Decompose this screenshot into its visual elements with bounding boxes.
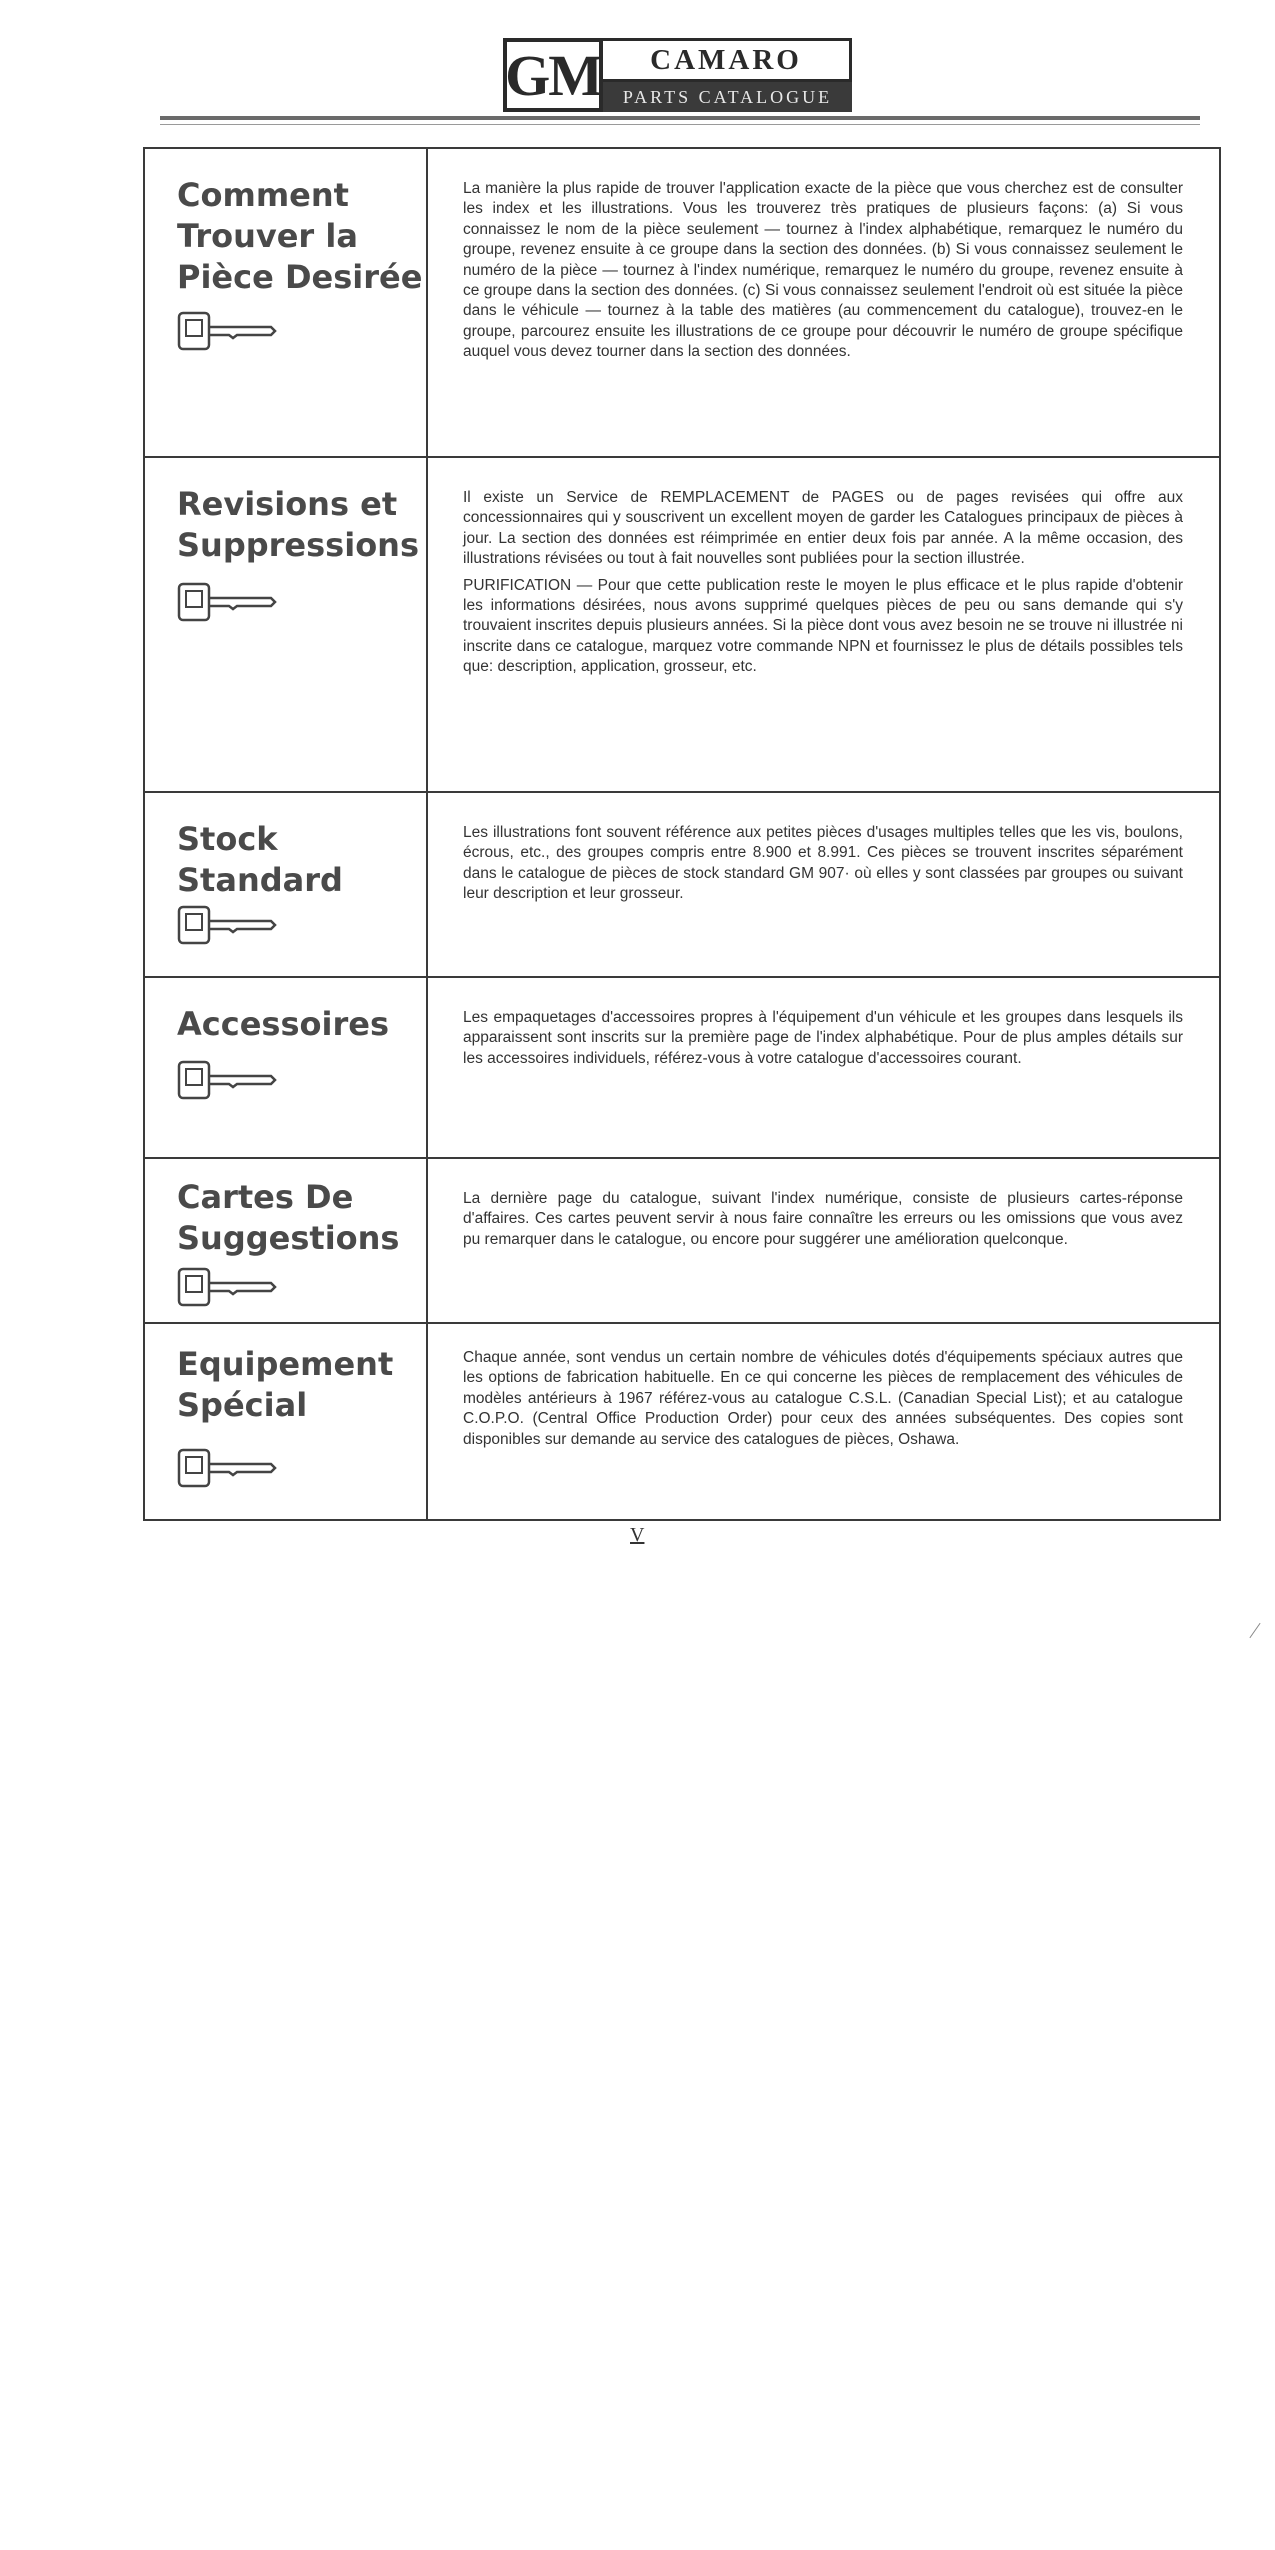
section-revisions bbox=[143, 458, 1221, 793]
section-heading: Equipement Spécial bbox=[177, 1345, 394, 1424]
section-heading: Cartes De Suggestions bbox=[177, 1178, 400, 1257]
section-comment-trouver bbox=[143, 147, 1221, 458]
header-title-box bbox=[603, 38, 852, 112]
header-title: CAMARO bbox=[603, 38, 852, 82]
section-body: Chaque année, sont vendus un certain nombre de véhicules dotés d'équipements spéciaux autres que les options de fabrication habituelle. En ce qui concerne les pièces de remplacement des véhicules de modèles antérieurs à 1967 référez-vous au catalogue C.S.L. (Canadian Special List); et au catalogue C.O.P.O. (Central Office Production Order) pour ceux des années subséquentes. Des copies sont disponibles sur demande au service des catalogues de pièces, Oshawa. bbox=[463, 1349, 1183, 1448]
key-icon bbox=[177, 311, 277, 351]
section-body: Les empaquetages d'accessoires propres à l'équipement d'un véhicule et les groupes dans lesquels ils apparaissent sont inscrits sur la première page de l'index alphabétique. Pour de plus amples détails sur les accessoires individuels, référez-vous à votre catalogue d'accessoires courant. bbox=[463, 1009, 1183, 1067]
header-rule-thin bbox=[160, 124, 1200, 125]
section-heading: Comment Trouver la Pièce Desirée bbox=[177, 176, 423, 296]
section-cartes-suggestions bbox=[143, 1159, 1221, 1324]
header-rule bbox=[160, 116, 1200, 120]
key-icon bbox=[177, 582, 277, 622]
key-icon bbox=[177, 1267, 277, 1307]
header-subtitle: PARTS CATALOGUE bbox=[603, 82, 852, 112]
section-body: Les illustrations font souvent référence aux petites pièces d'usages multiples telles que les vis, boulons, écrous, etc., des groupes compris entre 8.900 et 8.991. Ces pièces se trouvent inscrites séparément dans le catalogue de pièces de stock standard GM 907· où elles y sont classées par groupes ou suivant leur description et leur grosseur. bbox=[463, 824, 1183, 903]
section-heading: Stock Standard bbox=[177, 820, 343, 899]
page-number: V bbox=[630, 1524, 645, 1546]
section-accessoires bbox=[143, 978, 1221, 1159]
key-icon bbox=[177, 1448, 277, 1488]
gm-logo: GM bbox=[503, 38, 603, 112]
section-body: Il existe un Service de REMPLACEMENT de PAGES ou de pages revisées qui offre aux concessionnaires qui y souscrivent un excellent moyen de garder les Catalogues principaux de pièces à jour. La section des données est réimprimée en entier deux fois par année. A la même occasion, des illustrations révisées ou tout à fait nouvelles sont publiées pour la section illustrée. PURIFICATION — Pour que cette publication reste le moyen le plus efficace et le plus rapide d'obtenir les informations désirées, nous avons supprimé quelques pièces de peu ou sans demande qui s'y trouvaient inscrites depuis plusieurs années. Si la pièce dont vous avez besoin ne se trouve ni illustrée ni inscrite dans ce catalogue, marquez votre commande NPN et fournissez le plus de détails possibles tels que: description, application, grosseur, etc. bbox=[463, 489, 1183, 676]
section-body: La dernière page du catalogue, suivant l'index numérique, consiste de plusieurs cartes-réponse d'affaires. Ces cartes peuvent servir à nous faire connaître les erreurs ou les omissions que vous avez pu remarquer dans le catalogue, ou encore pour suggérer une amélioration quelconque. bbox=[463, 1190, 1183, 1248]
catalogue-header bbox=[503, 38, 852, 112]
scan-mark bbox=[1249, 1623, 1260, 1638]
key-icon bbox=[177, 905, 277, 945]
section-heading: Revisions et Suppressions bbox=[177, 485, 419, 564]
section-body: La manière la plus rapide de trouver l'application exacte de la pièce que vous cherchez est de consulter les index et les illustrations. Vous les trouverez très pratiques de plusieurs façons: (a) Si vous connaissez le nom de la pièce seulement — tournez à l'index alphabétique, remarquez le numéro du groupe, revenez ensuite à ce groupe dans la section des données. (b) Si vous connaissez seulement le numéro de la pièce — tournez à l'index numérique, remarquez le numéro du groupe, revenez ensuite à ce groupe dans la section des données. (c) Si vous connaissez seulement l'endroit où est située la pièce dans le véhicule — tournez à la table des matières (au commencement du catalogue), trouvez-en le groupe, parcourez ensuite les illustrations de ce groupe pour découvrir le numéro de groupe spécifique auquel vous devez tourner dans la section des données. bbox=[463, 180, 1183, 361]
key-icon bbox=[177, 1060, 277, 1100]
section-heading: Accessoires bbox=[177, 1005, 389, 1043]
section-stock-standard bbox=[143, 793, 1221, 978]
section-equipement-special bbox=[143, 1324, 1221, 1521]
